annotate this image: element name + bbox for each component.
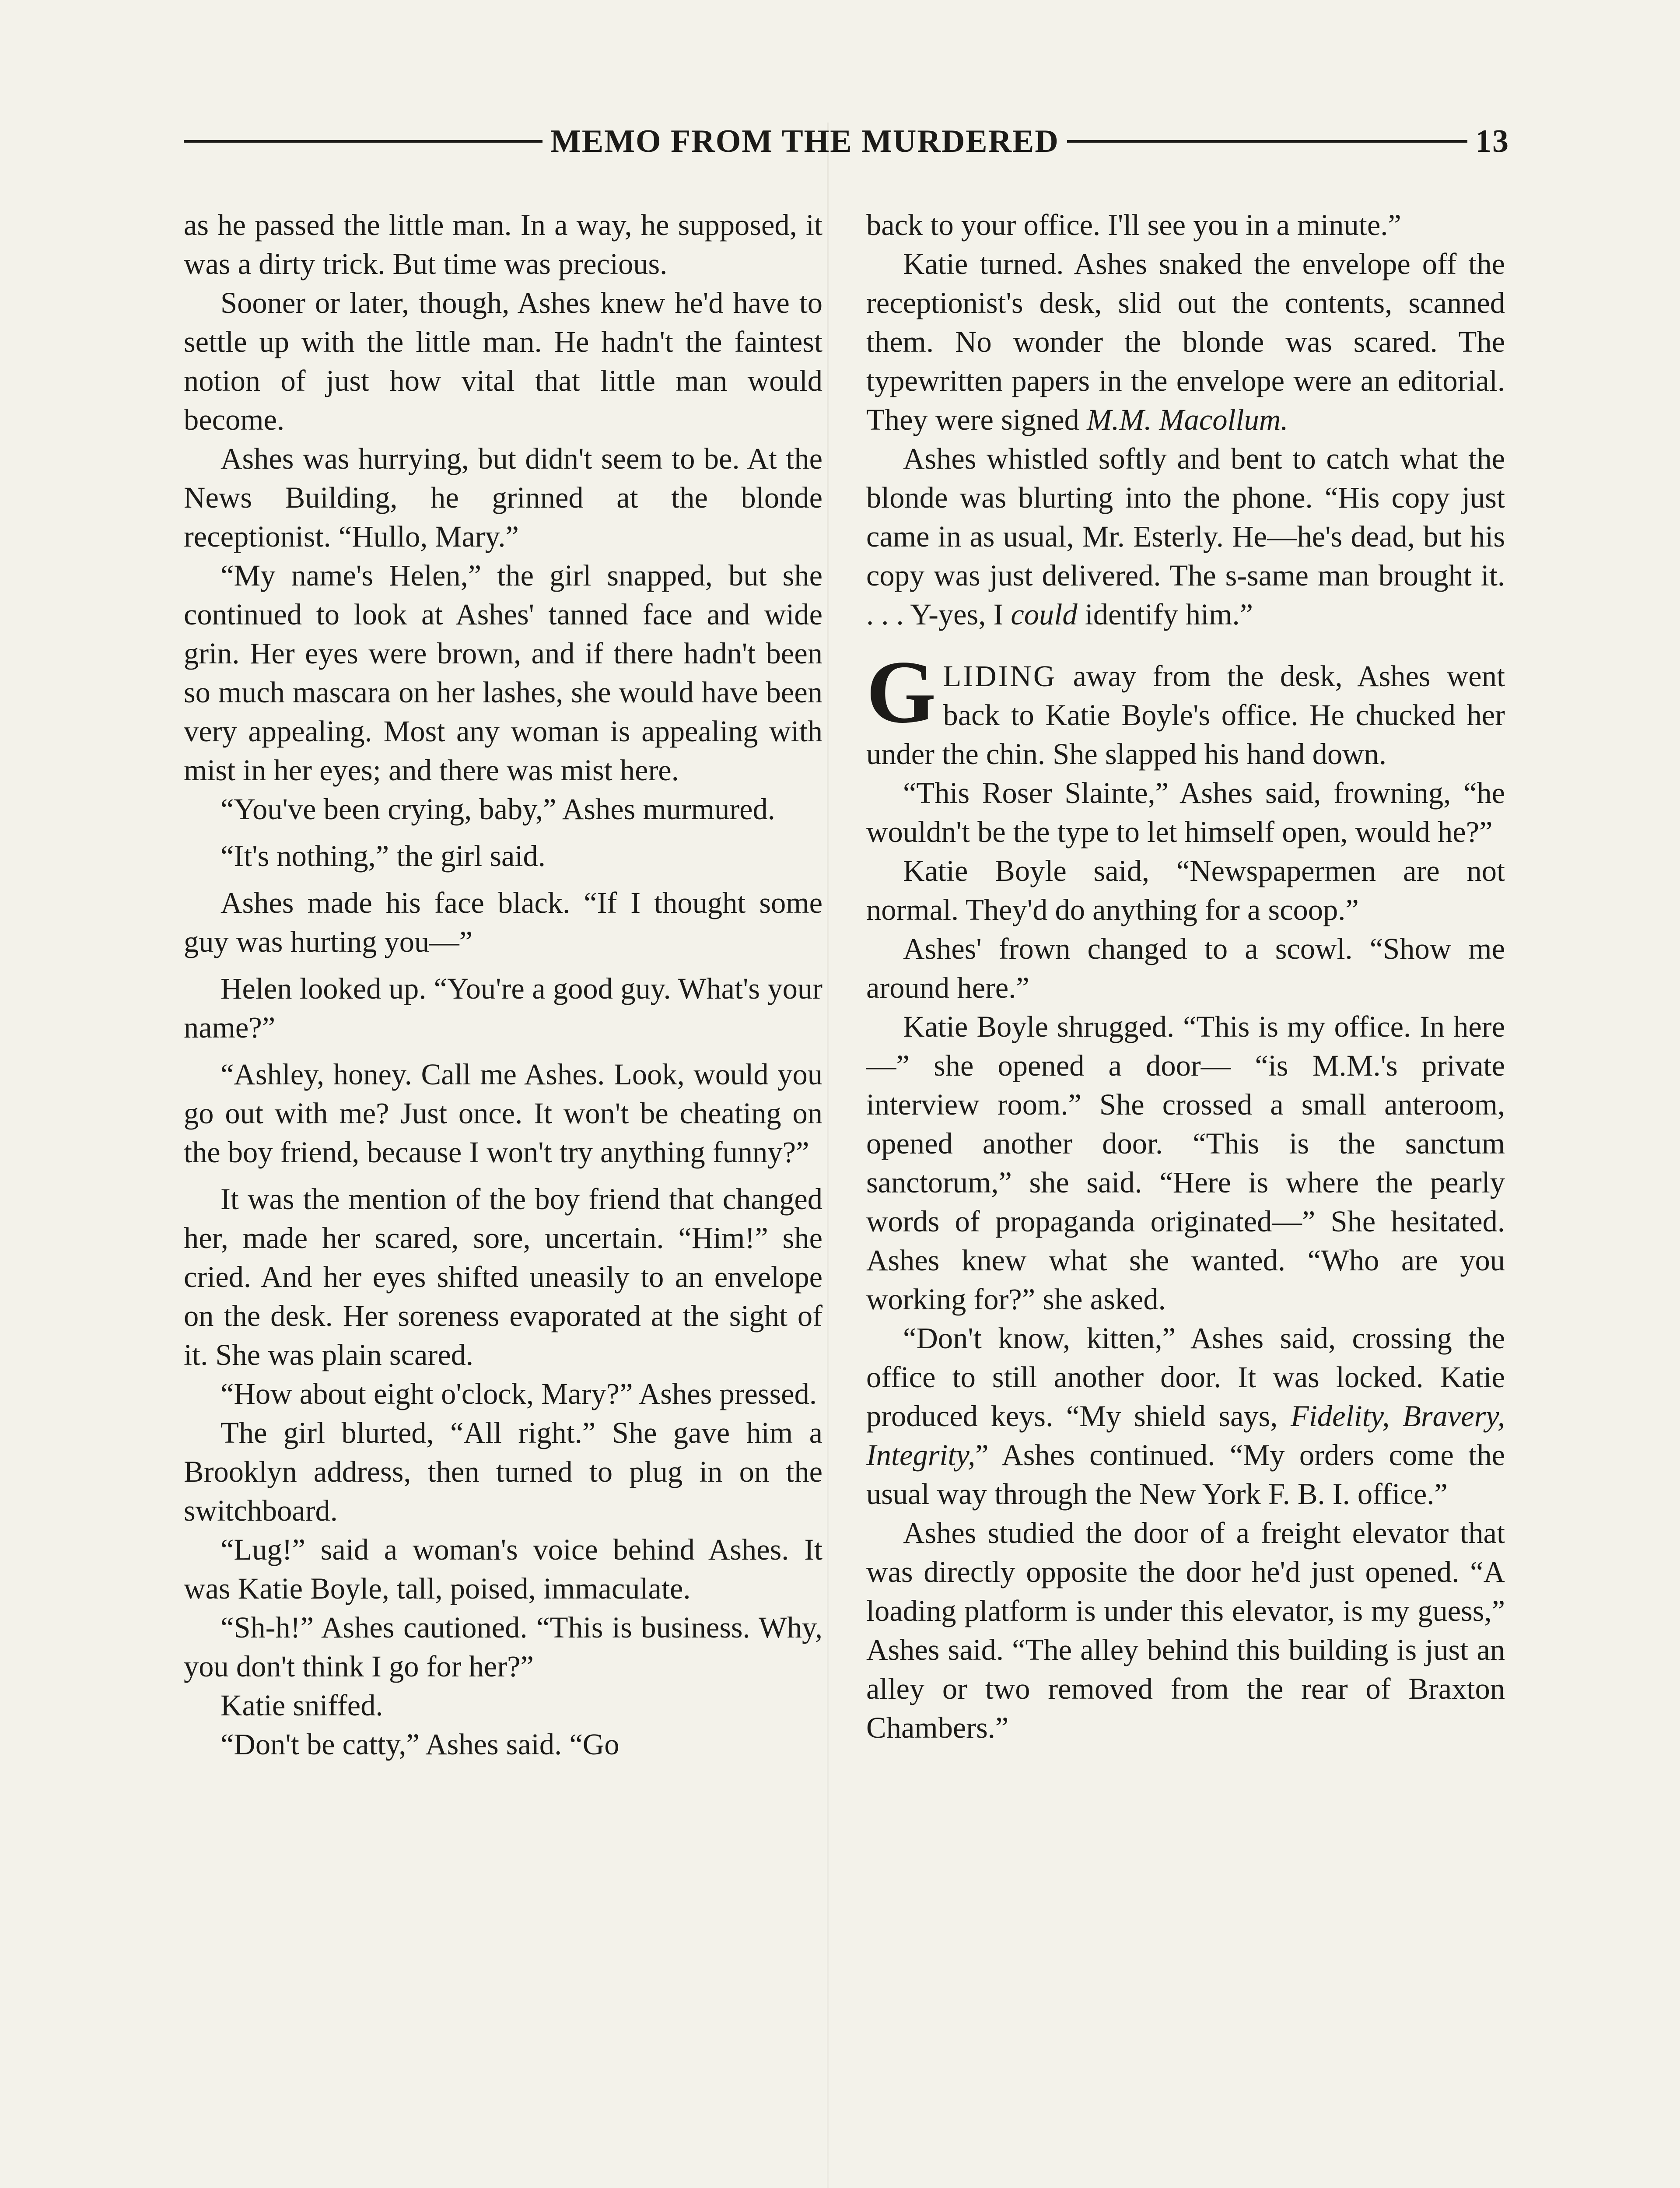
- paragraph-text: ” Ashes continued. “My orders come the usual way through the New York F. B. I. office.”: [866, 1438, 1505, 1511]
- paragraph: “You've been crying, baby,” Ashes murmured.: [220, 792, 775, 826]
- story-title: MEMO FROM THE MURDERED: [550, 123, 1059, 159]
- paragraph: Ashes studied the door of a freight elevator that was directly opposite the door he'd just opened. “A loading platform is under this elevator, is my guess,” Ashes said. “The alley behind this building is just an alley or two removed from the rear of Braxton Chambers.”: [866, 1516, 1505, 1744]
- header-rule-right: [1067, 140, 1467, 143]
- page-number: 13: [1475, 123, 1509, 159]
- paragraph: [866, 1319, 1505, 1514]
- running-header: [184, 117, 1509, 165]
- emphasis-word: could: [1011, 598, 1078, 631]
- paragraph: “This Roser Slainte,” Ashes said, frowning, “he wouldn't be the type to let himself open, would he?”: [866, 776, 1505, 849]
- signature-name: M.M. Macollum.: [1087, 403, 1288, 436]
- paragraph: Katie Boyle shrugged. “This is my office. In here—” she opened a door— “is M.M.'s private interview room.” She crossed a small anteroom, opened another door. “This is the sanctum sanctorum,” she said. “Here is where the pearly words of propaganda originated—” She hesitated. Ashes knew what she wanted. “Who are you working for?” she asked.: [866, 1010, 1505, 1316]
- shield-motto: Fidelity, Bravery, Integrity,: [866, 1399, 1505, 1472]
- paragraph: “Ashley, honey. Call me Ashes. Look, would you go out with me? Just once. It won't be cheating on the boy friend, because I won't try anything funny?”: [184, 1058, 822, 1169]
- paragraph: [866, 245, 1505, 439]
- header-rule-left: [184, 140, 542, 143]
- paragraph: “Sh-h!” Ashes cautioned. “This is business. Why, you don't think I go for her?”: [184, 1611, 822, 1683]
- right-column: [866, 206, 1505, 1764]
- paragraph-text: identify him.”: [1085, 598, 1253, 631]
- paragraph: Helen looked up. “You're a good guy. What's your name?”: [184, 972, 822, 1044]
- paragraph: It was the mention of the boy friend that changed her, made her scared, sore, uncertain. “Him!” she cried. And her eyes shifted uneasily to an envelope on the desk. Her soreness evaporated at the sight of it. She was plain scared.: [184, 1182, 822, 1371]
- paragraph: “My name's Helen,” the girl snapped, but she continued to look at Ashes' tanned face and wide grin. Her eyes were brown, and if there hadn't been so much mascara on her lashes, she would have been very appealing. Most any woman is appealing with mist in her eyes; and there was mist here.: [184, 559, 822, 787]
- paragraph: as he passed the little man. In a way, he supposed, it was a dirty trick. But time was precious.: [184, 208, 822, 281]
- paragraph-text: Katie turned. Ashes snaked the envelope off the receptionist's desk, slid out the contents, scanned them. No wonder the blonde was scared. The typewritten papers in the envelope were an editorial. They were signed: [866, 247, 1505, 436]
- text-columns: [184, 206, 1505, 1764]
- paragraph-text: Ashes whistled softly and bent to catch what the blonde was blurting into the phone. “His copy just came in as usual, Mr. Esterly. He—he's dead, but his copy was just delivered. The s-same man brought it. . . . Y-yes, I: [866, 442, 1505, 631]
- paragraph-text: away from the desk, Ashes went back to Katie Boyle's office. He chucked her under the chin. She slapped his hand down.: [866, 659, 1505, 771]
- paragraph: The girl blurted, “All right.” She gave him a Brooklyn address, then turned to plug in on the switchboard.: [184, 1416, 822, 1527]
- paragraph: Katie sniffed.: [220, 1689, 383, 1722]
- paragraph: Katie Boyle said, “Newspapermen are not normal. They'd do anything for a scoop.”: [866, 854, 1505, 926]
- left-column: [184, 206, 822, 1764]
- drop-cap-letter: G: [866, 642, 936, 742]
- paragraph: [866, 439, 1505, 634]
- paragraph: “Don't be catty,” Ashes said. “Go: [220, 1728, 620, 1761]
- paragraph: “How about eight o'clock, Mary?” Ashes pressed.: [220, 1377, 817, 1410]
- paragraph: Ashes made his face black. “If I thought some guy was hurting you—”: [184, 886, 822, 958]
- paragraph: Sooner or later, though, Ashes knew he'd have to settle up with the little man. He hadn't the faintest notion of just how vital that little man would become.: [184, 286, 822, 436]
- paragraph-text: “Don't know, kitten,” Ashes said, crossing the office to still another door. It was locked. Katie produced keys. “My shield says,: [866, 1322, 1505, 1433]
- lead-in-word: LIDING: [943, 659, 1057, 693]
- paragraph: “Lug!” said a woman's voice behind Ashes. It was Katie Boyle, tall, poised, immaculate.: [184, 1533, 822, 1605]
- paragraph: “It's nothing,” the girl said.: [220, 839, 546, 873]
- paragraph: Ashes was hurrying, but didn't seem to be. At the News Building, he grinned at the blonde receptionist. “Hullo, Mary.”: [184, 442, 822, 553]
- paragraph: Ashes' frown changed to a scowl. “Show me around here.”: [866, 932, 1505, 1004]
- section-opening-paragraph: [866, 642, 1505, 774]
- paragraph: back to your office. I'll see you in a minute.”: [866, 208, 1401, 242]
